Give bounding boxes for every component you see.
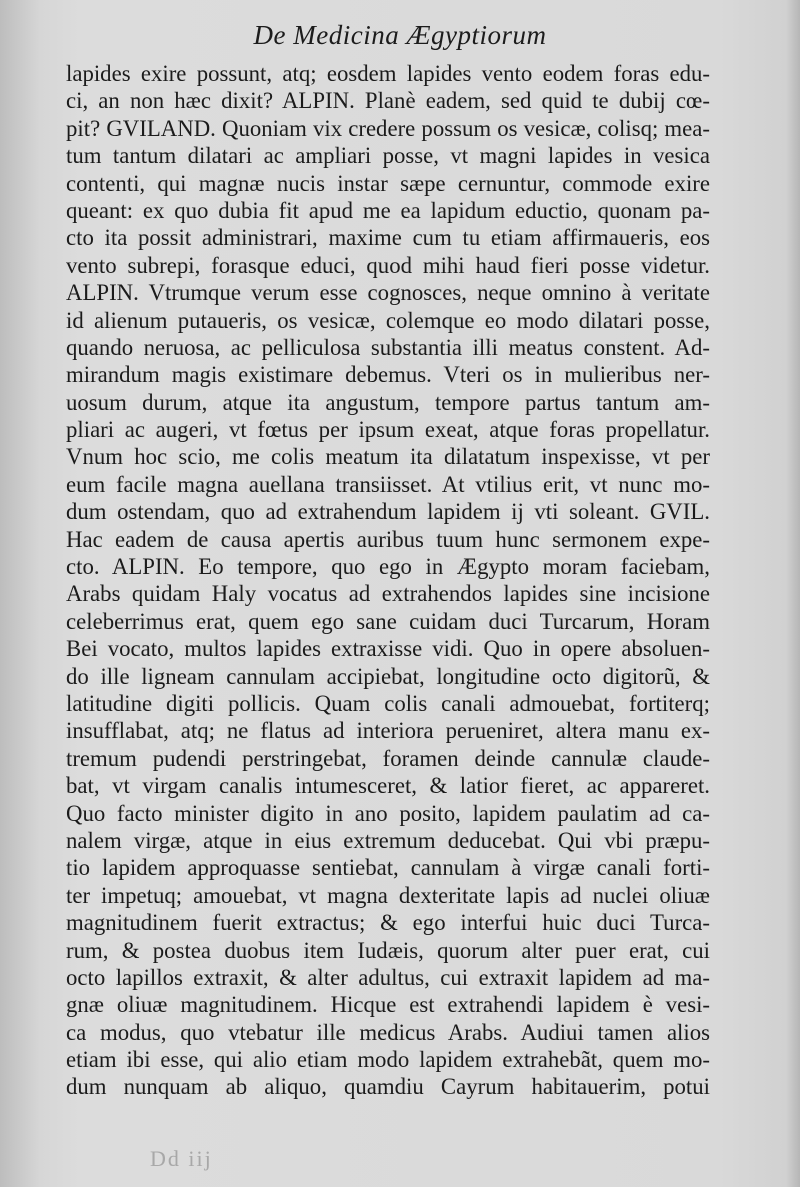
running-title: De Medicina Ægyptiorum	[253, 20, 547, 50]
page-edge-shadow	[786, 0, 800, 1187]
text-line: Bei vocato, multos lapides extraxisse vidi. Quo in opere absoluen-	[66, 636, 710, 662]
text-line: dum ostendam, quo ad extrahendum lapidem ij vti soleant. GVIL.	[66, 499, 710, 525]
text-line: ter impetuq; amouebat, vt magna dexteritate lapis ad nuclei oliuæ	[66, 882, 710, 908]
signature-mark: Dd iij	[150, 1146, 213, 1171]
text-line: pliari ac augeri, vt fœtus per ipsum exeat, atque foras propellatur.	[66, 417, 710, 443]
text-line: octo lapillos extraxit, & alter adultus, cui extraxit lapidem ad ma-	[66, 964, 710, 990]
text-line: ci, an non hæc dixit? ALPIN. Planè eadem, sed quid te dubij cœ-	[66, 88, 710, 114]
text-line: cto ita possit administrari, maxime cum tu etiam affirmaueris, eos	[66, 225, 710, 251]
text-line: lapides exire possunt, atq; eosdem lapides vento eodem foras edu-	[66, 61, 710, 86]
text-line: latitudine digiti pollicis. Quam colis canali admouebat, fortiterq;	[66, 690, 710, 716]
text-line: insufflabat, atq; ne flatus ad interiora perueniret, altera manu ex-	[66, 718, 710, 744]
text-line: tremum pudendi perstringebat, foramen deinde cannulæ claude-	[66, 745, 710, 771]
text-line: tum tantum dilatari ac ampliari posse, vt magni lapides in vesica	[66, 143, 710, 169]
text-line: eum facile magna auellana transiisset. At vtilius erit, vt nunc mo-	[66, 471, 710, 497]
text-line: magnitudinem fuerit extractus; & ego interfui huic duci Turca-	[66, 910, 710, 936]
text-line: rum, & postea duobus item Iudæis, quorum alter puer erat, cui	[66, 937, 710, 963]
text-line: quando neruosa, ac pelliculosa substantia illi meatus constent. Ad-	[66, 334, 710, 360]
text-line: cto. ALPIN. Eo tempore, quo ego in Ægypto moram faciebam,	[66, 554, 710, 580]
text-line: id alienum putaueris, os vesicæ, colemque eo modo dilatari posse,	[66, 307, 710, 333]
text-line: Hac eadem de causa apertis auribus tuum hunc sermonem expe-	[66, 526, 710, 552]
text-line: contenti, qui magnæ nucis instar sæpe cernuntur, commode exire	[66, 170, 710, 196]
text-line: Arabs quidam Haly vocatus ad extrahendos lapides sine incisione	[66, 581, 710, 607]
text-line: tio lapidem approquasse sentiebat, cannulam à virgæ canali forti-	[66, 855, 710, 881]
text-line: dum nunquam ab aliquo, quamdiu Cayrum habitauerim, potui	[66, 1074, 710, 1100]
text-line: do ille ligneam cannulam accipiebat, longitudine octo digitorũ, &	[66, 663, 710, 689]
text-line: queant: ex quo dubia fit apud me ea lapidum eductio, quonam pa-	[66, 197, 710, 223]
text-line: etiam ibi esse, qui alio etiam modo lapidem extrahebãt, quem mo-	[66, 1047, 710, 1073]
text-line: gnæ oliuæ magnitudinem. Hicque est extrahendi lapidem è vesi-	[66, 992, 710, 1018]
body-text	[66, 60, 710, 1101]
text-line: Quo facto minister digito in ano posito, lapidem paulatim ad ca-	[66, 800, 710, 826]
text-line: nalem virgæ, atque in eius extremum deducebat. Qui vbi præpu-	[66, 827, 710, 853]
text-line: vento subrepi, forasque educi, quod mihi haud fieri posse videtur.	[66, 252, 710, 278]
text-line: bat, vt virgam canalis intumesceret, & latior fieret, ac appareret.	[66, 773, 710, 799]
text-line: mirandum magis existimare debemus. Vteri os in mulieribus ner-	[66, 362, 710, 388]
text-line: ca modus, quo vtebatur ille medicus Arabs. Audiui tamen alios	[66, 1019, 710, 1045]
text-line: uosum durum, atque ita angustum, tempore partus tantum am-	[66, 389, 710, 415]
text-line: ALPIN. Vtrumque verum esse cognosces, neque omnino à veritate	[66, 280, 710, 306]
text-line: celeberrimus erat, quem ego sane cuidam duci Turcarum, Horam	[66, 608, 710, 634]
text-line: pit? GVILAND. Quoniam vix credere possum os vesicæ, colisq; mea-	[66, 115, 710, 141]
text-line: Vnum hoc scio, me colis meatum ita dilatatum inspexisse, vt per	[66, 444, 710, 470]
